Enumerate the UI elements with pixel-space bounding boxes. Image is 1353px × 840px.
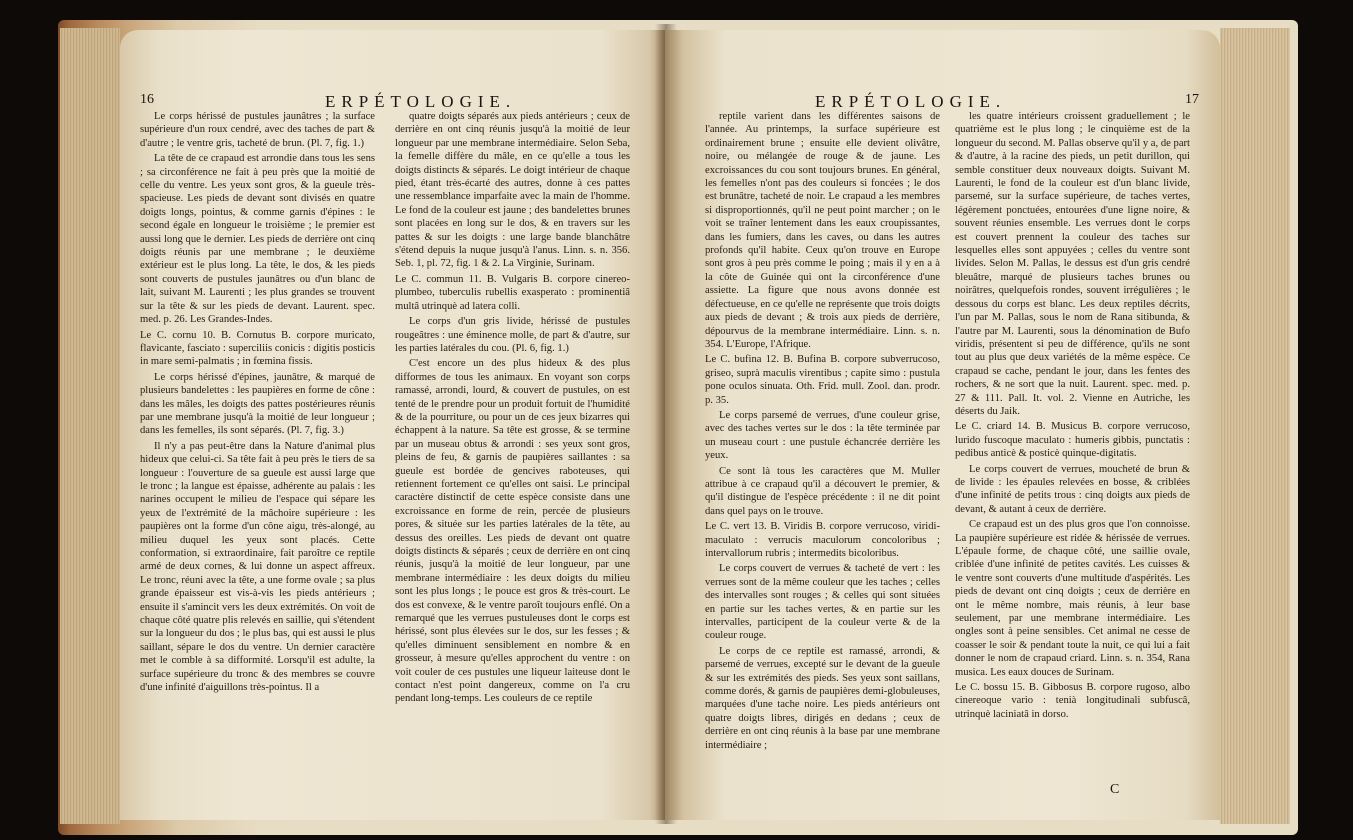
- signature-mark: C: [1110, 782, 1120, 797]
- paragraph: Le corps parsemé de verrues, d'une couleur grise, avec des taches vertes sur le dos : la tête terminée par un museau court : une pustule échancrée derrière les yeux.: [705, 409, 940, 462]
- paragraph: Le corps de ce reptile est ramassé, arrondi, & parsemé de verrues, excepté sur le devant de la gueule & sur les extrémités des pieds. Ses yeux sont saillans, comme dorés, & garnis de paupières demi-globuleuses, marquées d'une tache noire. Les pieds antérieurs ont quatre doigts libres, dirigés en dedans ; ceux de derrière en ont cinq réunis à la base par une membrane intermédiaire ;: [705, 645, 940, 751]
- right-column-2: [955, 110, 1190, 810]
- left-column-2: [395, 110, 630, 810]
- paragraph: Ce sont là tous les caractères que M. Muller attribue à ce crapaud qu'il a découvert le premier, & qu'il distingue de l'espèce précédente : il ne dit point dans quel pays on le trouve.: [705, 465, 940, 517]
- paragraph: quatre doigts séparés aux pieds antérieurs ; ceux de derrière en ont cinq réunis jusqu'à la moitié de leur longueur par une membrane intermédiaire. Selon Seba, la femelle diffère du mâle, en ce qu'elle a tous les doigts distincts & séparés. Le doigt intérieur de chaque pied, étant très-écarté des autres, donne à ces pattes une ressemblance imparfaite avec la main de l'homme. Le fond de la couleur est jaune ; des bandelettes brunes sont placées en long sur le dos, & en travers sur les pattes & sur les doigts : une large bande blanchâtre s'étend depuis la nuque jusqu'à l'anus. Linn. s. n. 356. Seb. 1, pl. 72, fig. 1 & 2. La Virginie, Surinam.: [395, 111, 630, 270]
- paragraph: Le C. bossu 15. B. Gibbosus B. corpore rugoso, albo cinereoque vario : tenià longitudinali subfuscâ, utrinquè laciniatâ in dorso.: [955, 682, 1190, 720]
- paragraph: Le C. cornu 10. B. Cornutus B. corpore muricato, flavicante, fasciato : superciliis conicis : digitis posticis in mare semi-palmatis ; in fœmina fissis.: [140, 329, 375, 368]
- right-running-head: ERPÉTOLOGIE.: [815, 92, 1007, 111]
- left-page: [120, 30, 665, 820]
- paragraph: Le corps d'un gris livide, hérissé de pustules rougeâtres : une éminence molle, de part & d'autre, sur les parties latérales du cou. (Pl. 6, fig. 1.): [395, 316, 630, 354]
- paragraph: C'est encore un des plus hideux & des plus difformes de tous les animaux. En voyant son corps ramassé, arrondi, lourd, & couvert de pustules, on est tenté de le prendre pour un produit fortuit de l'humidité & de la pourriture, ou pour un de ces jeux bizarres qui échappent à la nature. Sa tête est grosse, & se termine par un museau obtus & arrondi : ses yeux sont gros, pleins de feu, & garnis de paupières saillantes : sa gueule est bordée de gencives raboteuses, qui retiennent fortement ce qu'elles ont saisi. Le principal caractère distinctif de cette espèce consiste dans une excroissance en forme de rein, percée de plusieurs pores, & située sur les parties latérales de la tête, au dessus des oreilles. Les pieds de devant ont quatre doigts distincts & séparés ; ceux de derrière en ont cinq réunis, jusqu'à la moitié de leur longueur, par une membrane intermédiaire : les deux doigts du milieu sont les plus longs ; le pouce est gros & très-court. Le dos est convexe, & le ventre paroît toujours enflé. On a remarqué que les verrues pustuleuses dont le corps est hérissé, sont plus élevées sur le dos, sur les fesses ; & qu'elles diminuent sensiblement en nombre & en grosseur, à mesure qu'elles approchent du ventre : on voit couler de ces pustules une liqueur laiteuse dont le contact n'est point dangereux, comme on l'a cru pendant long-temps. Les couleurs de ce reptile: [395, 358, 630, 705]
- right-page-edges: [1220, 28, 1290, 824]
- paragraph: Le corps couvert de verrues, moucheté de brun & de livide : les épaules relevées en bosse, & criblées d'une infinité de petits trous : cinq doigts aux pieds de devant, & autant à ceux de derrière.: [955, 463, 1190, 515]
- paragraph: les quatre intérieurs croissent graduellement ; le quatrième est le plus long ; le cinquième est de la longueur du second. M. Pallas observe qu'il y a, de part & d'autre, à la racine des pieds, un petit durillon, qui semble constituer deux nouveaux doigts. Suivant M. Laurenti, le fond de la couleur est d'un blanc livide, parsemé, sur la surface supérieure, de taches vertes, légèrement ponctuées, entourées d'une ligne noire, & souvent réunies ensemble. Les verrues dont le corps est couvert prennent la couleur des taches sur lesquelles elles sont appuyées ; celles du ventre sont livides. Selon M. Pallas, le dessus est d'un gris cendré bleuâtre, marqué de plusieurs taches brunes ou noirâtres, quelquefois rondes, souvent irrégulières ; le dessous du corps est blanc. Les deux reptiles décrits, l'un par M. Pallas, sous le nom de Rana sitibunda, & l'autre par M. Laurenti, sous la dénomination de Bufo viridis, présentent si peu de différence, qu'ils ne sont tout au plus que deux variétés de la même espèce. Ce crapaud se cache, pendant le jour, dans les fentes des rochers, & ne sort que la nuit. Laurent. spec. med. p. 27 & 111. Pall. It. vol. 2. Vienne en Autriche, les déserts du Jaik.: [955, 111, 1190, 417]
- right-page: [665, 30, 1220, 820]
- paragraph: Le C. vert 13. B. Viridis B. corpore verrucoso, viridi-maculato : verrucis maculorum concoloribus ; intervallorum rubris ; intermedits bicoloribus.: [705, 521, 940, 559]
- paragraph: reptile varient dans les différentes saisons de l'année. Au printemps, la surface supérieure est ordinairement brune ; ensuite elle devient olivâtre, noire, ou mélangée de rouge & de jaune. Les excroissances du cou sont toujours brunes. En général, les femelles n'ont pas des couleurs si foncées ; le dos est brunâtre, tacheté de noir. Le crapaud a les membres si disproportionnés, qu'il ne peut point marcher ; on le voit se traîner lentement dans les eaux croupissantes, dans les fumiers, dans les caves, ou dans les autres profonds qu'il habite. Ceux qu'on trouve en Europe sont gros à peu près comme le poing ; mais il y en a à la côte de Guinée qui ont la circonférence d'une assiette. La figure que nous avons donnée est défectueuse, en ce qu'elle ne représente que trois doigts aux pieds de devant ; & trois aux pieds de derrière, dépourvus de la membrane intermédiaire. Linn. s. n. 354. L'Europe, l'Afrique.: [705, 111, 940, 350]
- paragraph: Le corps hérissé d'épines, jaunâtre, & marqué de plusieurs bandelettes : les paupières en forme de cône : dans les mâles, les doigts des pattes postérieures réunis par une membrane jusqu'à la moitié de leur longueur ; dans les femelles, ils sont séparés. (Pl. 7, fig. 3.): [140, 371, 375, 437]
- left-page-number: 16: [140, 92, 154, 107]
- left-running-head: ERPÉTOLOGIE.: [325, 92, 517, 111]
- left-column-1: [140, 110, 375, 810]
- paragraph: Le C. criard 14. B. Musicus B. corpore verrucoso, lurido fuscoque maculato : humeris gibbis, punctatis : pedibus anticè & posticè quinque-digitatis.: [955, 421, 1190, 460]
- paragraph: Le C. commun 11. B. Vulgaris B. corpore cinereo-plumbeo, tuberculis rubellis exasperato : prominentiâ multâ utrinquè ad latera colli.: [395, 273, 630, 312]
- paragraph: Ce crapaud est un des plus gros que l'on connoisse. La paupière supérieure est ridée & hérissée de verrues. L'épaule forme, de chaque côté, une saillie ovale, criblée d'une infinité de petites cavités. Les cuisses & le ventre sont couverts d'une multitude d'aspérités. Les pieds de devant ont cinq doigts ; ceux de derrière en ont le même nombre, mais réunis, à leur base seulement, par une membrane intermédiaire. Les ongles sont à peine sensibles. Cet animal ne cesse de coasser le soir & pendant toute la nuit, ce qui lui a fait donner le nom de crapaud criard. Linn. s. n. 354, Rana musica. Les eaux douces de Surinam.: [955, 519, 1190, 678]
- paragraph: Le corps hérissé de pustules jaunâtres ; la surface supérieure d'un roux cendré, avec des taches de part & d'autre ; le ventre gris, tacheté de brun. (Pl. 7, fig. 1.): [140, 111, 375, 149]
- right-page-number: 17: [1185, 92, 1199, 107]
- paragraph: Il n'y a pas peut-être dans la Nature d'animal plus hideux que celui-ci. Sa tête fait à peu près le tiers de sa longueur : l'ouverture de sa gueule est aussi large que le tronc ; la langue est épaisse, adhérente au palais : les narines occupent le milieu de l'espace qui sépare les yeux de l'extrémité de la mâchoire supérieure : les paupières ont la forme d'un cône aigu, très-alongé, au milieu duquel les yeux sont placés. Cette conformation, si extraordinaire, fait paroître ce reptile armé de deux cornes, & lui donne un aspect affreux. Le tronc, réuni avec la tête, a une forme ovale ; sa plus grande épaisseur est vis-à-vis les pieds antérieurs ; ensuite il s'amincit vers les deux extrémités. On voit de chaque côté quatre plis relevés en saillie, qui s'étendent sur la longueur du dos ; le plus bas, qui est aussi le plus saillant, sépare le dos du ventre. Un dernier caractère met le comble à sa difformité. Lorsqu'il est adulte, la surface supérieure du tronc & des membres se couvre d'une infinité d'aiguillons très-pointus. Il a: [140, 440, 375, 694]
- paragraph: Le corps couvert de verrues & tacheté de vert : les verrues sont de la même couleur que les taches ; celles des intervalles sont rouges ; & celles qui sont situées en partie sur les taches vertes, & en partie sur les intervalles, participent de la couleur verte & de la couleur rouge.: [705, 563, 940, 642]
- paragraph: Le C. bufina 12. B. Bufina B. corpore subverrucoso, griseo, suprà maculis virentibus ; capite simo : pustula pone oculos sinuata. Oth. Frid. mull. Zool. dan. prodr. p. 35.: [705, 354, 940, 406]
- paragraph: La tête de ce crapaud est arrondie dans tous les sens ; sa circonférence ne fait à peu près que la moitié de celle du ventre. Les yeux sont gros, & la gueule très-spacieuse. Les pieds de devant sont divisés en quatre doigts longs, pointus, & comme garnis d'épines : le second égale en longueur le troisième ; le premier est aussi long que le dernier. Les pieds de derrière ont cinq doigts réunis par une membrane ; le deuxième extérieur est le plus long. La tête, le dos, & les pieds sont couverts de pustules jaunâtres ou d'un blanc de lait, suivant M. Laurenti ; les plus grandes se trouvent sur la tête & sur les pieds de devant. Laurent. spec. med. p. 26. Les Grandes-Indes.: [140, 153, 375, 326]
- right-column-1: [705, 110, 940, 810]
- left-page-edges: [60, 28, 120, 824]
